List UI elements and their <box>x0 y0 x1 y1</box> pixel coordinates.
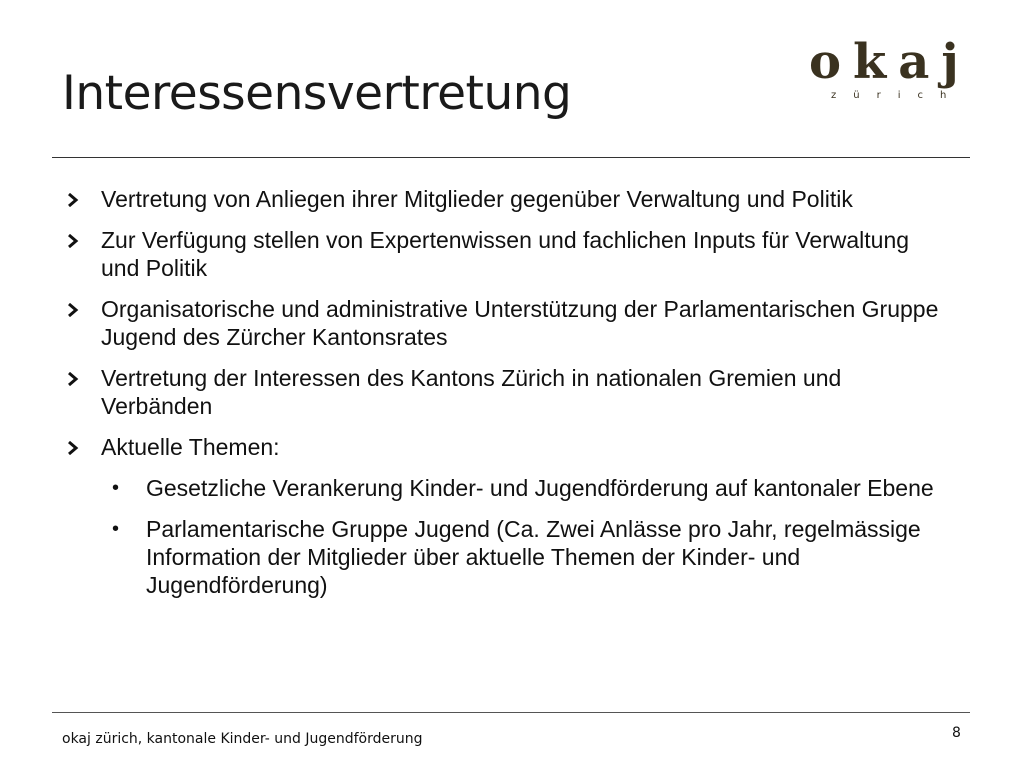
sub-bullet-item <box>62 474 942 502</box>
sub-bullet-text: Gesetzliche Verankerung Kinder- und Jugendförderung auf kantonaler Ebene <box>146 475 934 501</box>
bullet-item <box>62 433 942 461</box>
slide-title: Interessensvertretung <box>62 66 572 121</box>
logo-subtext: zürich <box>831 90 964 101</box>
bullet-dot-icon: • <box>112 477 120 499</box>
bullet-text: Aktuelle Themen: <box>101 434 280 460</box>
sub-bullet-list <box>62 474 942 599</box>
bullet-text: Vertretung von Anliegen ihrer Mitglieder gegenüber Verwaltung und Politik <box>101 186 853 212</box>
footer-divider <box>52 712 970 713</box>
chevron-right-icon <box>66 303 80 317</box>
logo-wordmark: okaj <box>809 34 971 90</box>
bullet-text: Vertretung der Interessen des Kantons Zürich in nationalen Gremien und Verbänden <box>101 365 842 419</box>
bullet-item <box>62 295 942 351</box>
bullet-item <box>62 364 942 420</box>
slide-content <box>62 185 942 612</box>
chevron-right-icon <box>66 441 80 455</box>
bullet-dot-icon: • <box>112 518 120 540</box>
bullet-list <box>62 185 942 461</box>
bullet-text: Organisatorische und administrative Unterstützung der Parlamentarischen Gruppe Jugend des Zürcher Kantonsrates <box>101 296 939 350</box>
bullet-text: Zur Verfügung stellen von Expertenwissen und fachlichen Inputs für Verwaltung und Politik <box>101 227 910 281</box>
sub-bullet-item <box>62 515 942 599</box>
bullet-item <box>62 185 942 213</box>
bullet-item <box>62 226 942 282</box>
footer-text: okaj zürich, kantonale Kinder- und Jugendförderung <box>62 731 423 747</box>
chevron-right-icon <box>66 234 80 248</box>
title-divider <box>52 157 970 158</box>
chevron-right-icon <box>66 372 80 386</box>
page-number: 8 <box>952 725 961 741</box>
okaj-logo <box>805 34 1001 106</box>
sub-bullet-text: Parlamentarische Gruppe Jugend (Ca. Zwei Anlässe pro Jahr, regelmässige Information der Mitglieder über aktuelle Themen der Kinder- und Jugendförderung) <box>146 516 921 598</box>
chevron-right-icon <box>66 193 80 207</box>
